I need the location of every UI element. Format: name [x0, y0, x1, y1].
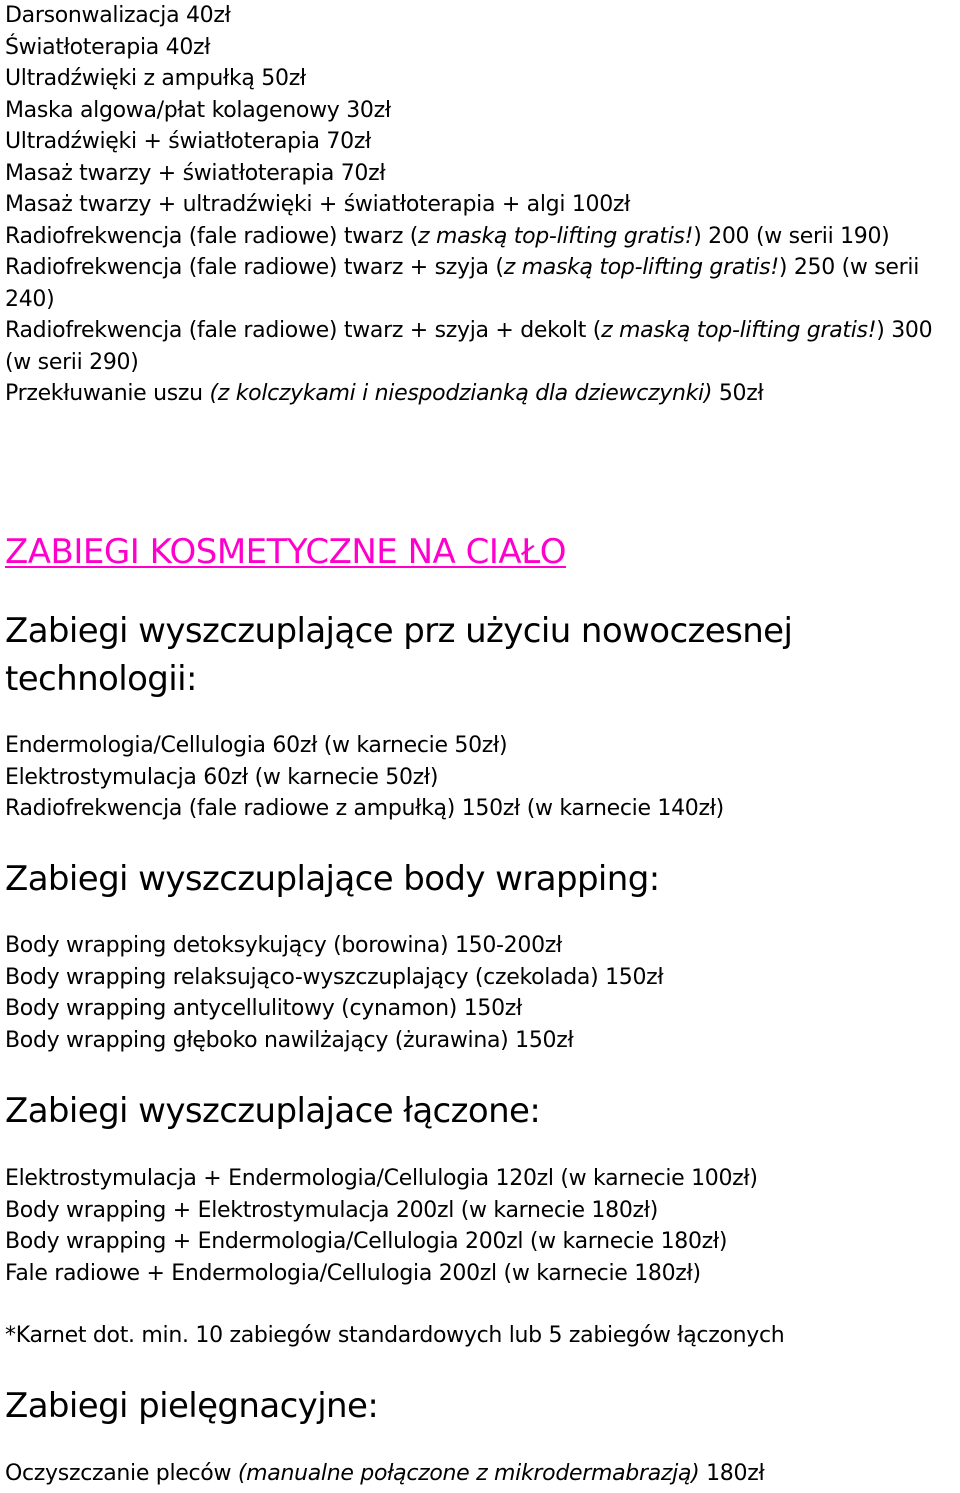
- heading-combined-treatments: Zabiegi wyszczuplajace łączone:: [5, 1091, 541, 1131]
- care-text: Oczyszczanie pleców: [5, 1461, 238, 1486]
- karnet-note: *Karnet dot. min. 10 zabiegów standardowych lub 5 zabiegów łączonych: [5, 1323, 785, 1348]
- list-item: Ultradźwięki z ampułką 50zł: [5, 66, 306, 91]
- rf-full-text: Radiofrekwencja (fale radiowe) twarz + szyja + dekolt (: [5, 318, 602, 343]
- face-treatments-list: [5, 0, 957, 410]
- list-item: Radiofrekwencja (fale radiowe z ampułką) 150zł (w karnecie 140zł): [5, 796, 724, 821]
- list-item: Elektrostymulacja 60zł (w karnecie 50zł): [5, 764, 439, 790]
- list-item: Body wrapping + Elektrostymulacja 200zl (w karnecie 180zł): [5, 1197, 659, 1223]
- list-item: Body wrapping antycellulitowy (cynamon) 150zł: [5, 996, 523, 1021]
- section-title-body-treatments: ZABIEGI KOSMETYCZNE NA CIAŁO: [5, 532, 566, 572]
- list-item: Body wrapping głęboko nawilżający (żurawina) 150zł: [5, 1027, 574, 1053]
- heading-technology-slimming: Zabiegi wyszczuplające prz użyciu nowoczesnej technologii:: [5, 611, 793, 699]
- piercing-note: (z kolczykami i niespodzianką dla dziewczynki): [209, 381, 713, 406]
- list-item: Maska algowa/płat kolagenowy 30zł: [5, 97, 391, 123]
- karnet-note-block: [5, 1320, 957, 1352]
- list-item-rf-face: [5, 221, 957, 253]
- care-note: (manualne połączone z mikrodermabrazją): [237, 1461, 700, 1486]
- technology-list: [5, 730, 957, 825]
- rf-face-neck-text: Radiofrekwencja (fale radiowe) twarz + szyja (: [5, 255, 504, 280]
- care-list: [5, 1458, 957, 1490]
- heading-body-wrapping: Zabiegi wyszczuplające body wrapping:: [5, 859, 660, 899]
- list-item-rf-face-neck: [5, 252, 935, 315]
- rf-full-promo: z maską top-lifting gratis!: [601, 318, 877, 343]
- rf-face-price: ) 200 (w serii 190): [693, 223, 890, 249]
- list-item-ear-piercing: [5, 378, 957, 410]
- piercing-price: 50zł: [712, 381, 764, 406]
- list-item: Masaż twarzy + światłoterapia 70zł: [5, 160, 386, 186]
- list-item: Body wrapping detoksykujący (borowina) 150-200zł: [5, 933, 562, 958]
- body-wrapping-list: [5, 930, 957, 1056]
- rf-face-neck-price: ) 250 (w serii 240): [5, 255, 920, 312]
- rf-face-promo: z maską top-lifting gratis!: [418, 223, 694, 249]
- rf-face-text: Radiofrekwencja (fale radiowe) twarz (: [5, 223, 419, 249]
- list-item-back-cleansing: [5, 1458, 957, 1490]
- heading-care-treatments: Zabiegi pielęgnacyjne:: [5, 1386, 379, 1426]
- list-item: Endermologia/Cellulogia 60zł (w karnecie 50zł): [5, 733, 508, 758]
- list-item: Darsonwalizacja 40zł: [5, 3, 231, 28]
- list-item: Body wrapping relaksująco-wyszczuplający (czekolada) 150zł: [5, 964, 664, 990]
- list-item: Ultradźwięki + światłoterapia 70zł: [5, 129, 372, 154]
- list-item: Fale radiowe + Endermologia/Cellulogia 200zl (w karnecie 180zł): [5, 1260, 701, 1286]
- list-item: Światłoterapia 40zł: [5, 34, 211, 60]
- piercing-text: Przekłuwanie uszu: [5, 381, 210, 406]
- rf-face-neck-promo: z maską top-lifting gratis!: [503, 255, 779, 280]
- care-price: 180zł: [699, 1461, 765, 1486]
- list-item: Body wrapping + Endermologia/Cellulogia 200zl (w karnecie 180zł): [5, 1229, 728, 1254]
- list-item: Elektrostymulacja + Endermologia/Cellulogia 120zl (w karnecie 100zł): [5, 1166, 758, 1191]
- list-item-rf-face-neck-decollete: [5, 315, 957, 378]
- rf-full-price: ) 300 (w serii 290): [5, 318, 933, 375]
- list-item: Masaż twarzy + ultradźwięki + światłoterapia + algi 100zł: [5, 192, 631, 217]
- combined-list: [5, 1163, 957, 1289]
